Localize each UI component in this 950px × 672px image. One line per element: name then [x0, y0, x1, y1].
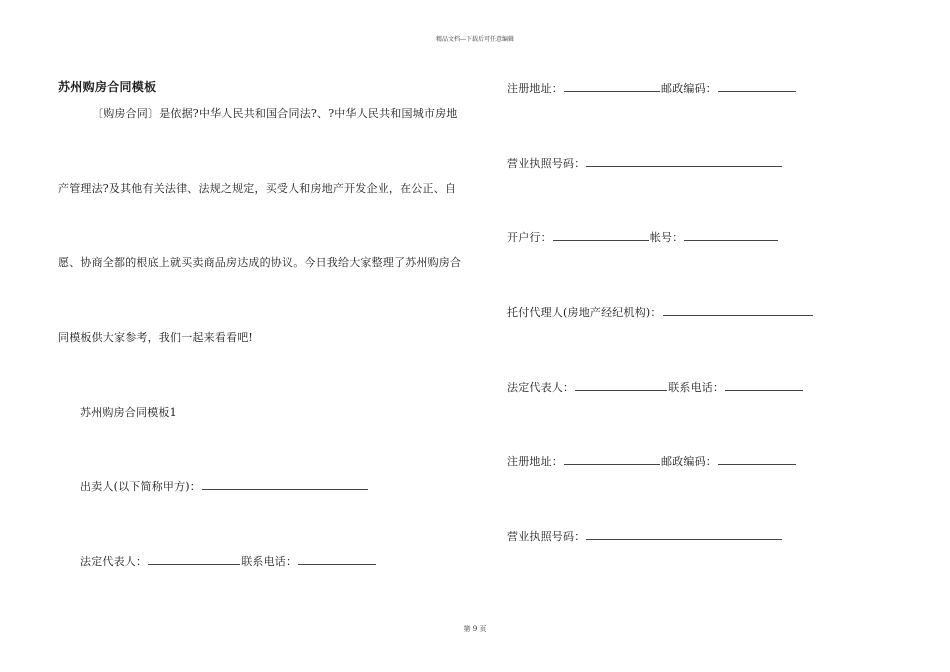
postcode-label: 邮政编码：: [661, 82, 717, 95]
reg-address-row-2: [507, 453, 797, 469]
phone-label: 联系电话：: [241, 555, 298, 568]
account-blank[interactable]: [684, 231, 778, 241]
bank-blank[interactable]: [553, 231, 649, 241]
postcode-blank[interactable]: [718, 455, 796, 465]
license-label: 营业执照号码：: [507, 157, 586, 170]
document-title: 苏州购房合同模板: [58, 80, 157, 94]
bank-label: 开户行：: [507, 231, 552, 244]
seller-blank[interactable]: [202, 480, 368, 490]
left-rep-row: [80, 553, 377, 569]
seller-row: [80, 478, 369, 494]
rep-blank[interactable]: [575, 381, 667, 391]
intro-line-1: 〔购房合同〕是依据?中华人民共和国合同法?、?中华人民共和国城市房地: [92, 107, 458, 120]
page-number: 第 9 页: [463, 625, 487, 633]
phone-label: 联系电话：: [668, 381, 725, 394]
rep-label: 法定代表人：: [507, 381, 575, 394]
intro-line-4: 同模板供大家参考，我们一起来看看吧!: [58, 331, 254, 344]
page-header: 精品文档---下载后可任意编辑: [435, 36, 515, 43]
license-row-1: [507, 155, 783, 171]
license-blank[interactable]: [586, 157, 782, 167]
reg-address-blank[interactable]: [564, 82, 660, 92]
rep-blank[interactable]: [148, 555, 240, 565]
license-row-2: [507, 528, 783, 544]
bank-row: [507, 229, 779, 245]
phone-blank[interactable]: [725, 381, 803, 391]
postcode-blank[interactable]: [718, 82, 796, 92]
seller-label: 出卖人(以下简称甲方)：: [80, 480, 201, 493]
reg-address-blank[interactable]: [564, 455, 660, 465]
license-label: 营业执照号码：: [507, 530, 586, 543]
agent-row: [507, 304, 814, 320]
agent-label: 托付代理人(房地产经纪机构)：: [507, 306, 662, 319]
reg-address-label: 注册地址：: [507, 82, 563, 95]
contract-subtitle: 苏州购房合同模板1: [80, 406, 177, 419]
phone-blank[interactable]: [298, 555, 376, 565]
intro-line-3: 愿、协商全都的根底上就买卖商品房达成的协议。今日我给大家整理了苏州购房合: [58, 256, 462, 269]
reg-address-label: 注册地址：: [507, 455, 563, 468]
rep-label: 法定代表人：: [80, 555, 148, 568]
intro-line-2: 产管理法?及其他有关法律、法规之规定，买受人和房地产开发企业，在公正、自: [58, 182, 457, 195]
right-rep-row: [507, 379, 804, 395]
account-label: 帐号：: [649, 231, 684, 244]
license-blank[interactable]: [586, 530, 782, 540]
reg-address-row-1: [507, 80, 797, 96]
agent-blank[interactable]: [663, 306, 813, 316]
postcode-label: 邮政编码：: [661, 455, 717, 468]
